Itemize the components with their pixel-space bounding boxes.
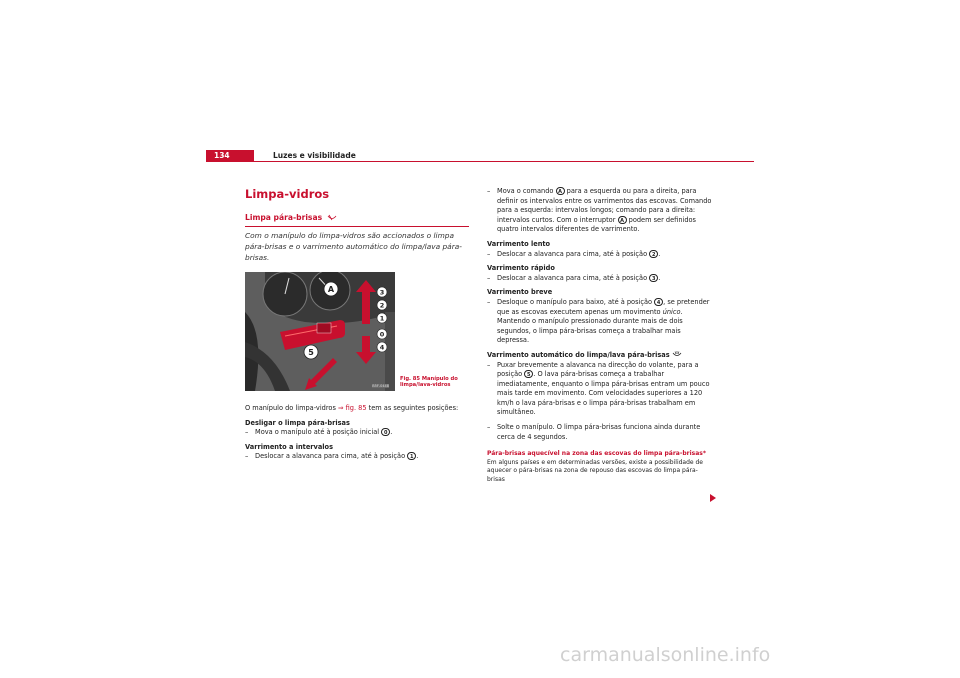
figure-caption: Fig. 85 Manípulo do limpa/lava-vidros — [400, 376, 458, 389]
figure-illustration — [245, 272, 395, 391]
text: Puxar brevemente a alavanca na direcção do volante, para a posição — [497, 360, 699, 379]
right-column — [487, 187, 713, 484]
intro-text: Com o manípulo do limpa-vidros são accionados o limpa pára-brisas e o varrimento automático do limpa/lava pára-brisas. — [245, 231, 462, 263]
position-badge: 2 — [649, 250, 658, 258]
position-badge: 4 — [654, 298, 663, 306]
heading-off: Desligar o limpa pára-brisas — [245, 418, 350, 427]
list-item: – Deslocar a alavanca para cima, até à posição 2 . — [487, 249, 661, 258]
text: Desloque o manípulo para baixo, até à posição — [497, 297, 653, 306]
text: O manípulo do limpa-vidros — [245, 404, 338, 412]
position-badge: A — [618, 216, 627, 224]
heading-auto-text: Varrimento automático do limpa/lava pára-brisas — [487, 350, 670, 359]
dash: – — [487, 297, 491, 306]
dash: – — [487, 187, 491, 195]
figure-link[interactable]: ⇒ fig. 85 — [337, 404, 367, 412]
section-title: Limpa-vidros — [245, 187, 330, 201]
list-item: – Deslocar a alavanca para cima, até à posição 1 . — [245, 452, 419, 461]
text: Deslocar a alavanca para cima, até à posição — [497, 273, 648, 282]
text: Solte o manípulo. O limpa pára-brisas funciona ainda durante cerca de 4 segundos. — [497, 423, 701, 441]
heading-slow: Varrimento lento — [487, 239, 551, 248]
dash: – — [487, 423, 491, 432]
watermark: carmanualsonline.info — [560, 644, 771, 666]
list-item — [487, 298, 713, 346]
heading-brief: Varrimento breve — [487, 288, 553, 297]
wiper-icon — [327, 214, 337, 221]
text: Mova o manípulo até à posição inicial — [255, 428, 380, 437]
svg-text:2: 2 — [379, 301, 385, 310]
svg-text:0: 0 — [379, 330, 385, 339]
svg-text:4: 4 — [379, 343, 385, 352]
header-rule — [206, 161, 754, 162]
subsection-title-text: Limpa pára-brisas — [245, 213, 323, 222]
note-heated: Em alguns países e em determinadas versões, existe a possibilidade de aquecer o pára-brisas na zona de repouso das escovas do limpa pára-brisas — [487, 458, 703, 483]
svg-text:1: 1 — [379, 314, 385, 323]
text: tem as seguintes posições: — [366, 404, 459, 412]
list-item — [487, 361, 713, 419]
heading-auto — [487, 351, 713, 361]
left-column — [245, 404, 470, 462]
heading-heated: Pára-brisas aquecível na zona das escovas do limpa pára-brisas* — [487, 450, 706, 458]
svg-text:5: 5 — [308, 348, 314, 357]
subsection-title — [245, 213, 337, 222]
dash: – — [487, 273, 491, 282]
page-number: 134 — [206, 150, 254, 162]
text: Deslocar a alavanca para cima, até à posição — [497, 249, 648, 258]
dash: – — [245, 452, 249, 461]
text: podem ser definidos quatro intervalos diferentes de varrimento. — [497, 215, 696, 234]
paragraph — [245, 404, 470, 414]
list-item — [487, 187, 713, 235]
svg-text:A: A — [327, 285, 335, 294]
list-item: – Mova o manípulo até à posição inicial 0 . — [245, 428, 393, 437]
list-item: – Deslocar a alavanca para cima, até à posição 3 . — [487, 273, 661, 282]
subsection-rule — [245, 226, 469, 227]
dash: – — [245, 428, 249, 437]
heading-fast: Varrimento rápido — [487, 264, 555, 273]
text: , se pretender que as escovas executem apenas um movimento — [497, 297, 710, 316]
dash: – — [487, 360, 491, 369]
position-badge: 3 — [649, 274, 658, 282]
text: Deslocar a alavanca para cima, até à posição — [255, 452, 406, 461]
position-badge: 1 — [407, 452, 416, 460]
running-title: Luzes e visibilidade — [273, 151, 356, 160]
position-badge: 0 — [381, 428, 390, 436]
emphasis: único — [662, 307, 681, 316]
washer-icon — [672, 351, 682, 358]
text: . O lava pára-brisas começa a trabalhar imediatamente, enquanto o limpa pára-brisas entram um pouco mais tarde em movimento. Com velocidades superiores a 120 km/h o lava pára-brisas e o limpa pára-brisas trabalham em simultâneo. — [497, 370, 710, 417]
text: Mova o comando — [497, 187, 554, 195]
position-badge: A — [556, 187, 565, 195]
position-badge: 5 — [524, 370, 533, 378]
svg-text:3: 3 — [379, 288, 385, 297]
text: para a esquerda ou para a direita, para definir os intervalos entre os varrimentos das escovas. Comando para a esquerda: intervalos longos; comando para a direita: intervalos curtos. Com o interruptor — [497, 187, 712, 224]
dash: – — [487, 249, 491, 258]
figure-code: B5F-0448 — [372, 384, 389, 388]
heading-interval: Varrimento a intervalos — [245, 442, 334, 451]
text: . Mantendo o manípulo pressionado durante mais de dois segundos, o limpa pára-brisas começa a trabalhar mais depressa. — [497, 307, 683, 345]
figure-wiper-stalk — [245, 272, 395, 391]
list-item — [487, 423, 713, 442]
continue-arrow-icon — [710, 494, 716, 502]
